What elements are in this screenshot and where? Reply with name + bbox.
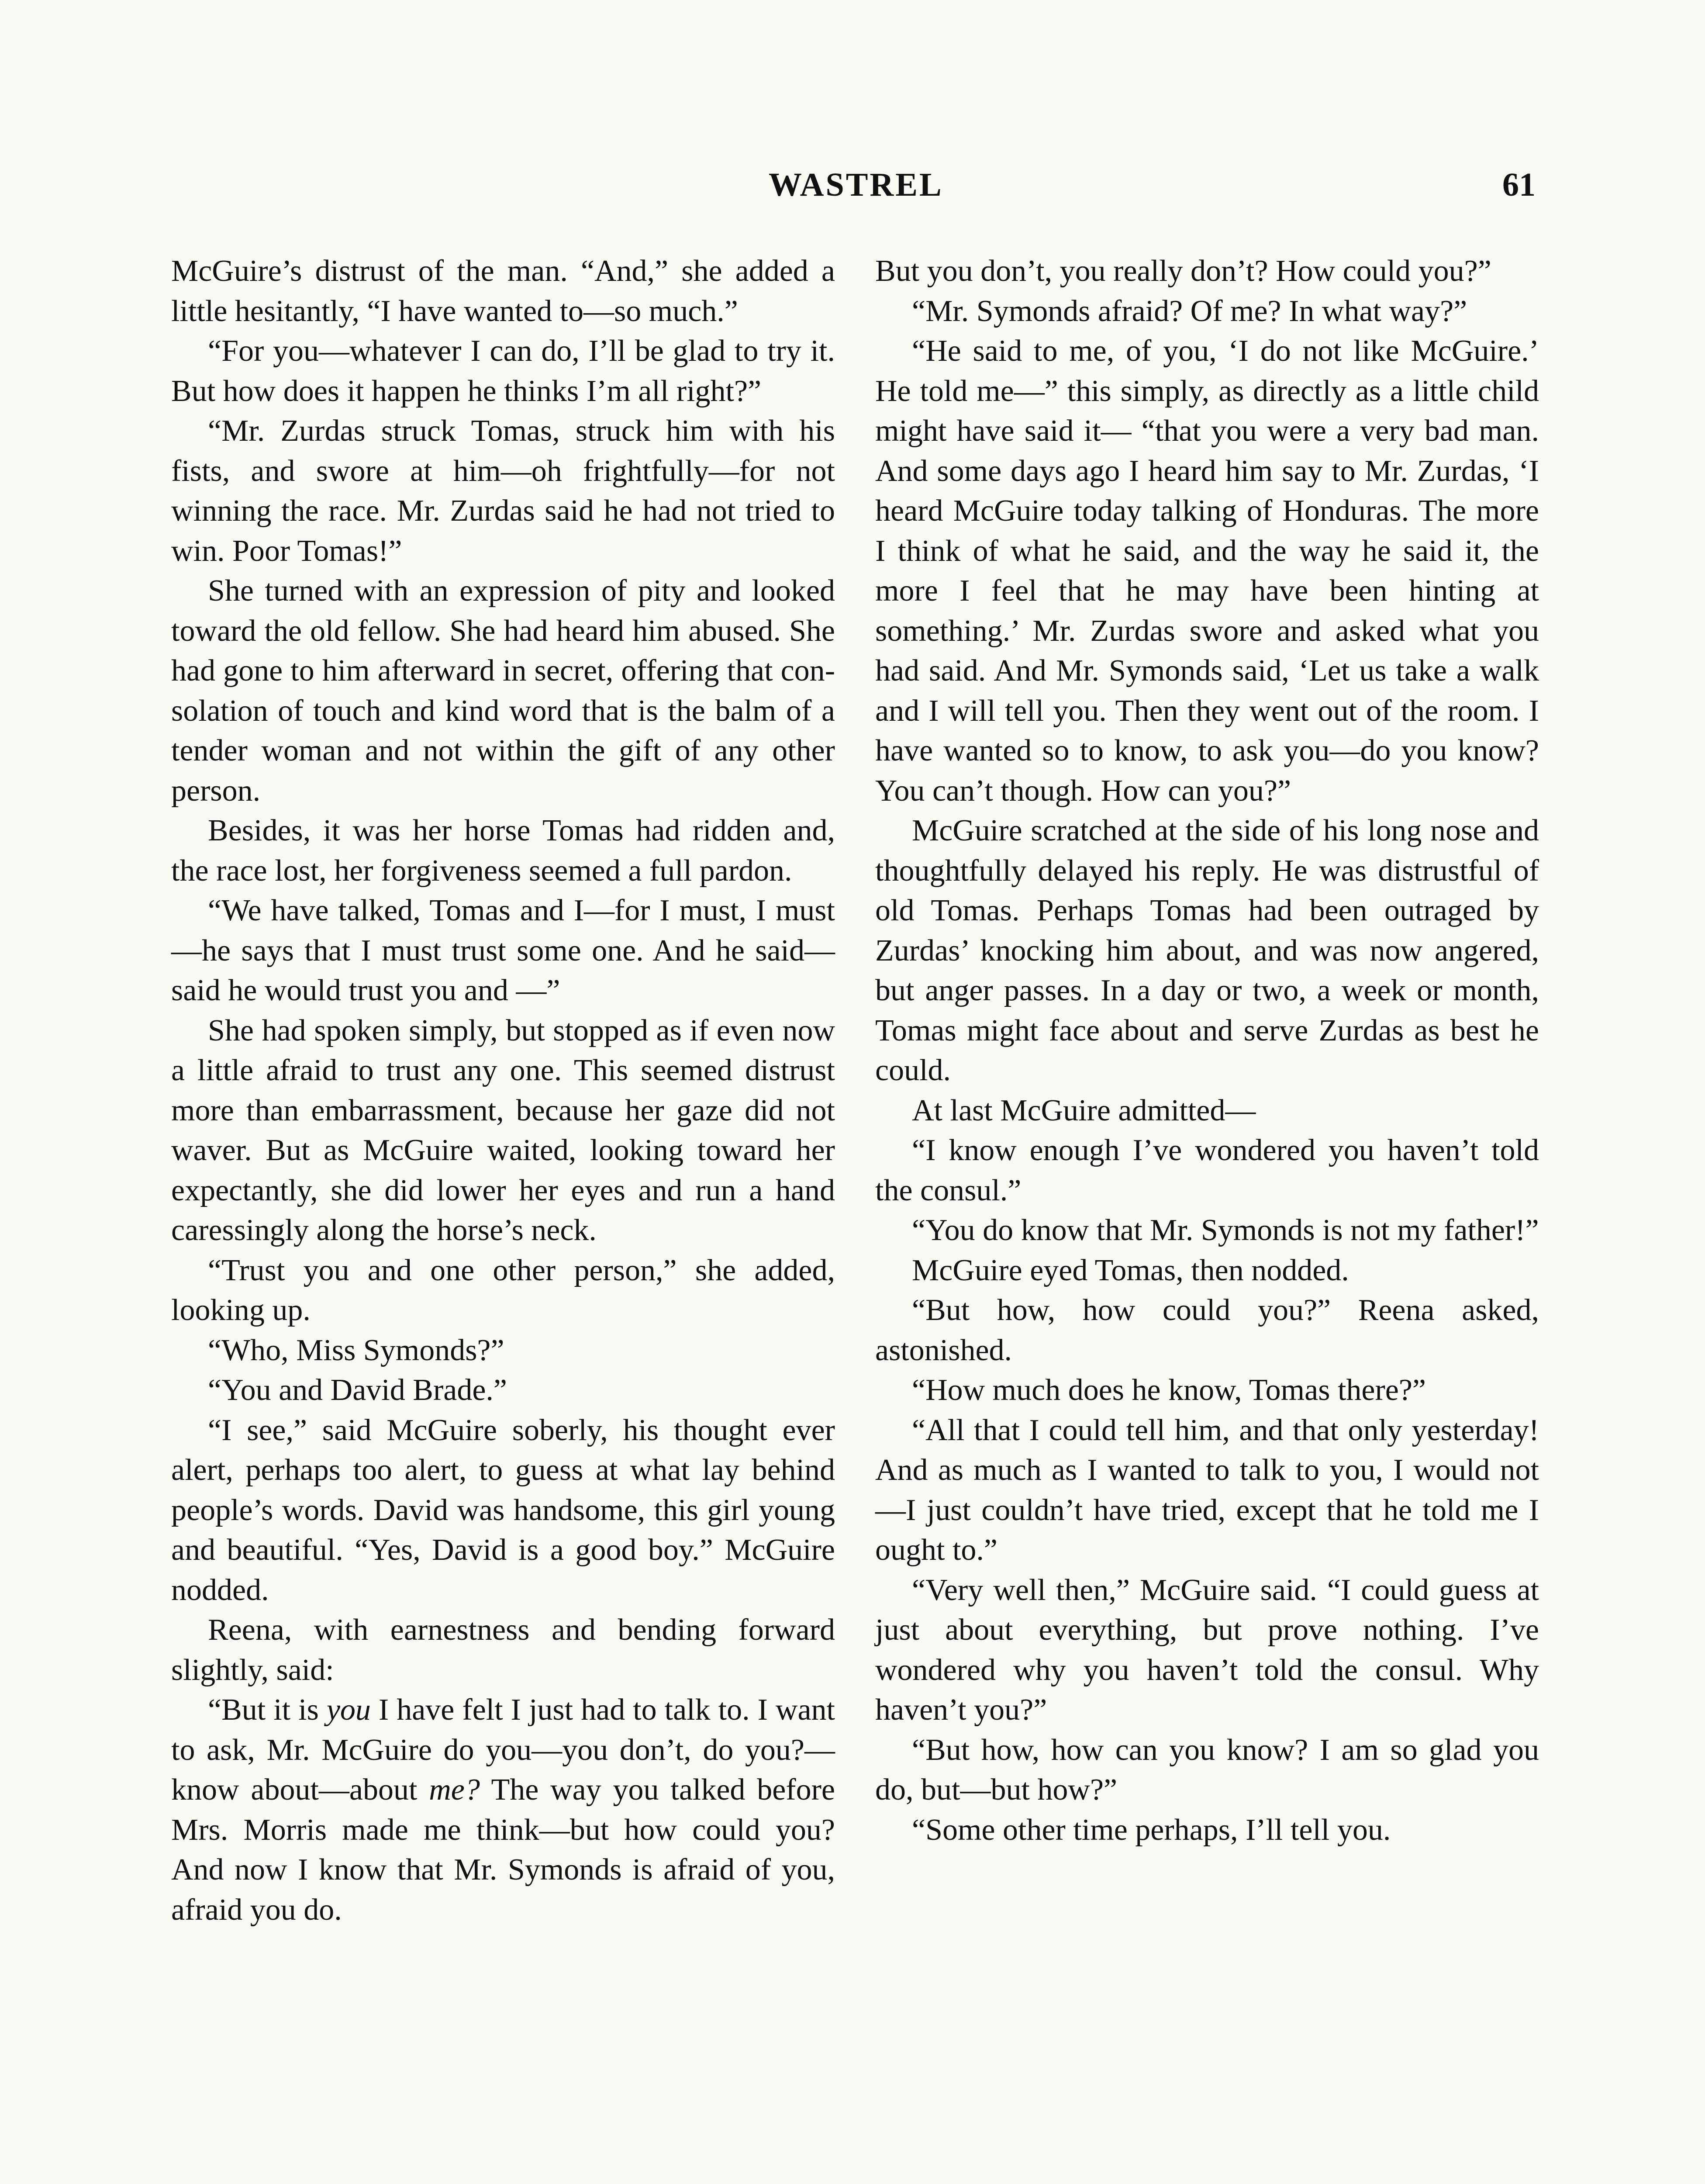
text-run: The way you talked before Mrs. Morris made me think—but how could you? And now I know that Mr. Symonds is afraid of you, afraid you do. [171,1773,835,1927]
paragraph: “I see,” said McGuire soberly, his thought ever alert, perhaps too alert, to guess at what lay behind people’s words. David was handsome, this girl young and beautiful. “Yes, David is a good boy.” McGuire nodded. [171,1413,835,1607]
paragraph: “How much does he know, Tomas there?” [912,1373,1426,1407]
paragraph: At last McGuire admitted— [912,1093,1256,1127]
paragraph: She turned with an expression of pity and looked toward the old fellow. She had heard him abused. She had gone to him afterward in secret, offering that consolation of touch and kind word that is the balm of a tender woman and not within the gift of any other person. [171,574,835,808]
italic-text: me? [429,1773,480,1807]
right-column [875,251,1539,1850]
paragraph: Besides, it was her horse Tomas had ridden and, the race lost, her forgiveness seemed a full pardon. [171,814,835,888]
paragraph: “Who, Miss Symonds?” [208,1333,504,1367]
page-number: 61 [1502,166,1536,203]
italic-text: you [326,1693,371,1727]
paragraph: “All that I could tell him, and that only yesterday! And as much as I wanted to talk to you, I would not—I just couldn’t have tried, except that he told me I ought to.” [875,1413,1539,1567]
paragraph: McGuire scratched at the side of his long nose and thoughtfully delayed his reply. He was distrustful of old Tomas. Perhaps Tomas had been outraged by Zurdas’ knocking him about, and was now angered, but anger passes. In a day or two, a week or month, Tomas might face about and serve Zurdas as best he could. [875,814,1539,1087]
paragraph: McGuire’s distrust of the man. “And,” she added a little hesitantly, “I have wanted to—so much.” [171,254,835,328]
paragraph: McGuire eyed Tomas, then nodded. [912,1253,1349,1287]
text-run: “But it is [208,1693,327,1727]
text-run: I have felt I just had to talk to. I want to ask, Mr. McGuire do you—you don’t, do you?—know about—about [171,1693,835,1807]
running-title: WASTREL [769,166,943,203]
running-head [0,166,1705,218]
paragraph: “You and David Brade.” [208,1373,507,1407]
paragraph: “Mr. Zurdas struck Tomas, struck him with his fists, and swore at him—oh frightfully—for not winning the race. Mr. Zurdas said he had not tried to win. Poor Tomas!” [171,414,835,568]
paragraph [171,1690,835,1930]
paragraph: “I know enough I’ve wondered you haven’t told the consul.” [875,1133,1539,1207]
paragraph: But you don’t, you really don’t? How could you?” [875,254,1491,288]
paragraph: “But how, how can you know? I am so glad you do, but—but how?” [875,1733,1539,1807]
paragraph: “But how, how could you?” Reena asked, astonished. [875,1293,1539,1367]
paragraph: “He said to me, of you, ‘I do not like McGuire.’ He told me—” this simply, as directly as a little child might have said it— “that you were a very bad man. And some days ago I heard him say to Mr. Zurdas, ‘I heard McGuire today talking of Honduras. The more I think of what he said, and the way he said it, the more I feel that he may have been hinting at something.’ Mr. Zurdas swore and asked what you had said. And Mr. Symonds said, ‘Let us take a walk and I will tell you. Then they went out of the room. I have wanted so to know, to ask you—do you know? You can’t though. How can you?” [875,334,1539,808]
paragraph: “For you—whatever I can do, I’ll be glad to try it. But how does it happen he thinks I’m all right?” [171,334,835,408]
paragraph: “Some other time perhaps, I’ll tell you. [912,1813,1391,1847]
paragraph: “Trust you and one other person,” she added, looking up. [171,1253,835,1327]
left-column [171,251,835,1930]
paragraph: “Mr. Symonds afraid? Of me? In what way?” [912,294,1467,328]
paragraph: “We have talked, Tomas and I—for I must, I must—he says that I must trust some one. And he said—said he would trust you and —” [171,894,835,1007]
paragraph: “You do know that Mr. Symonds is not my father!” [912,1213,1539,1247]
paragraph: Reena, with earnestness and bending forward slightly, said: [171,1613,835,1687]
paragraph: She had spoken simply, but stopped as if even now a little afraid to trust any one. This seemed distrust more than embarrassment, because her gaze did not waver. But as McGuire waited, looking toward her expectantly, she did lower her eyes and run a hand caressingly along the horse’s neck. [171,1013,835,1247]
paragraph: “Very well then,” McGuire said. “I could guess at just about everything, but prove nothing. I’ve wondered why you haven’t told the consul. Why haven’t you?” [875,1573,1539,1727]
